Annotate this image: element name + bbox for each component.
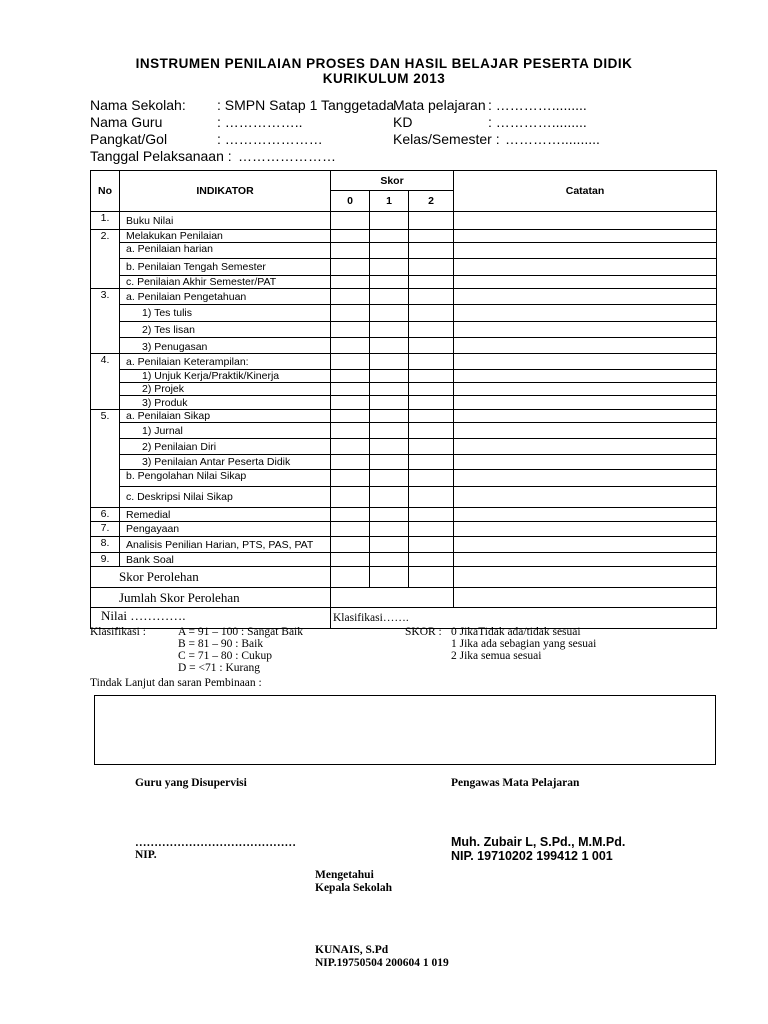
skor-cell[interactable] — [409, 212, 454, 230]
mapel-value: : …………......... — [488, 97, 587, 113]
header-indikator: INDIKATOR — [120, 171, 331, 212]
skor-cell[interactable] — [409, 553, 454, 567]
skor-cell[interactable] — [331, 470, 370, 487]
document-title-line1: INSTRUMEN PENILAIAN PROSES DAN HASIL BELAJAR PESERTA DIDIK — [135, 56, 633, 71]
catatan-cell[interactable] — [454, 508, 717, 522]
skor-cell[interactable] — [370, 230, 409, 243]
skor-cell[interactable] — [370, 522, 409, 537]
skor-cell[interactable] — [331, 553, 370, 567]
skor-cell[interactable] — [331, 487, 370, 508]
catatan-cell[interactable] — [454, 439, 717, 455]
skor-perolehan-label: Skor Perolehan — [91, 567, 331, 588]
skor-cell[interactable] — [331, 354, 370, 370]
row-indikator: 2) Projek — [120, 383, 331, 396]
catatan-cell[interactable] — [454, 423, 717, 439]
skor-cell[interactable] — [409, 508, 454, 522]
kepala-sekolah-nip: NIP.19750504 200604 1 019 — [315, 957, 449, 969]
header-skor-2: 2 — [409, 191, 454, 212]
skor-cell[interactable] — [331, 322, 370, 338]
document-title-line2: KURIKULUM 2013 — [322, 71, 446, 86]
skor-legend-1: 1 Jika ada sebagian yang sesuai — [451, 638, 597, 650]
pengawas-title: Pengawas Mata Pelajaran — [451, 777, 580, 789]
row-no: 6. — [91, 508, 120, 522]
skor-cell[interactable] — [409, 423, 454, 439]
skor-cell[interactable] — [331, 289, 370, 305]
kd-label: KD — [393, 114, 413, 130]
skor-cell[interactable] — [370, 487, 409, 508]
skor-cell[interactable] — [331, 305, 370, 322]
tindak-lanjut-box[interactable] — [94, 695, 716, 765]
skor-cell[interactable] — [331, 396, 370, 410]
skor-cell[interactable] — [331, 439, 370, 455]
skor-cell[interactable] — [409, 338, 454, 354]
row-indikator: 3) Penugasan — [120, 338, 331, 354]
catatan-cell[interactable] — [454, 537, 717, 553]
jumlah-skor-value[interactable] — [331, 588, 454, 608]
row-indikator: 1) Jurnal — [120, 423, 331, 439]
skor-cell[interactable] — [331, 276, 370, 289]
row-indikator: 2) Penilaian Diri — [120, 439, 331, 455]
header-no: No — [91, 171, 120, 212]
skor-cell[interactable] — [409, 487, 454, 508]
kelas-value: ………….......... — [505, 131, 600, 147]
skor-cell[interactable] — [409, 230, 454, 243]
row-indikator: 2) Tes lisan — [120, 322, 331, 338]
header-skor-0: 0 — [331, 191, 370, 212]
skor-cell[interactable] — [370, 305, 409, 322]
skor-cell[interactable] — [370, 410, 409, 423]
row-indikator: Analisis Penilian Harian, PTS, PAS, PAT — [120, 537, 331, 553]
row-indikator: a. Penilaian Keterampilan: — [120, 354, 331, 370]
skor-cell[interactable] — [370, 212, 409, 230]
catatan-cell[interactable] — [454, 588, 717, 608]
skor-cell[interactable] — [409, 322, 454, 338]
skor-cell[interactable] — [409, 243, 454, 259]
row-indikator: 1) Tes tulis — [120, 305, 331, 322]
nilai-label: Nilai …………. — [91, 608, 331, 629]
row-indikator: c. Penilaian Akhir Semester/PAT — [120, 276, 331, 289]
catatan-cell[interactable] — [454, 410, 717, 423]
skor-cell[interactable] — [331, 508, 370, 522]
row-no: 5. — [91, 410, 120, 508]
row-no: 4. — [91, 354, 120, 410]
skor-cell[interactable] — [370, 259, 409, 276]
skor-cell[interactable] — [331, 567, 370, 588]
skor-cell[interactable] — [409, 410, 454, 423]
row-indikator: b. Penilaian Tengah Semester — [120, 259, 331, 276]
klasifikasi-b: B = 81 – 90 : Baik — [178, 638, 264, 650]
skor-cell[interactable] — [331, 230, 370, 243]
kd-value: : …………......... — [488, 114, 587, 130]
row-indikator: Pengayaan — [120, 522, 331, 537]
skor-cell[interactable] — [409, 289, 454, 305]
row-indikator: Remedial — [120, 508, 331, 522]
row-indikator: Buku Nilai — [120, 212, 331, 230]
row-indikator: a. Penilaian harian — [120, 243, 331, 259]
row-indikator: Bank Soal — [120, 553, 331, 567]
skor-cell[interactable] — [409, 522, 454, 537]
catatan-cell[interactable] — [454, 553, 717, 567]
guru-title: Guru yang Disupervisi — [135, 777, 247, 789]
row-indikator: a. Penilaian Sikap — [120, 410, 331, 423]
row-indikator: b. Pengolahan Nilai Sikap — [120, 470, 331, 487]
catatan-cell[interactable] — [454, 487, 717, 508]
pengawas-nip: NIP. 19710202 199412 1 001 — [451, 849, 613, 863]
row-indikator: 1) Unjuk Kerja/Praktik/Kinerja — [120, 370, 331, 383]
skor-legend-label: SKOR : — [405, 626, 442, 638]
kepala-sekolah-label: Kepala Sekolah — [315, 882, 393, 894]
row-indikator: a. Penilaian Pengetahuan — [120, 289, 331, 305]
jumlah-skor-label: Jumlah Skor Perolehan — [91, 588, 331, 608]
skor-cell[interactable] — [370, 508, 409, 522]
skor-cell[interactable] — [331, 212, 370, 230]
catatan-cell[interactable] — [454, 370, 717, 383]
skor-cell[interactable] — [409, 276, 454, 289]
skor-cell[interactable] — [331, 423, 370, 439]
row-no: 8. — [91, 537, 120, 553]
klasifikasi-a: A = 91 – 100 : Sangat Baik — [178, 626, 303, 638]
skor-cell[interactable] — [409, 354, 454, 370]
klasifikasi-c: C = 71 – 80 : Cukup — [178, 650, 273, 662]
skor-cell[interactable] — [370, 276, 409, 289]
klasifikasi-legend-label: Klasifikasi : — [90, 626, 146, 638]
catatan-cell[interactable] — [454, 338, 717, 354]
mapel-label: Mata pelajaran — [393, 97, 486, 113]
skor-cell[interactable] — [331, 259, 370, 276]
row-indikator: Melakukan Penilaian — [120, 230, 331, 243]
skor-cell[interactable] — [331, 537, 370, 553]
row-no: 3. — [91, 289, 120, 354]
skor-cell[interactable] — [370, 322, 409, 338]
pangkat-value: : ………………… — [217, 131, 323, 147]
catatan-cell[interactable] — [454, 243, 717, 259]
header-catatan: Catatan — [454, 171, 717, 212]
skor-cell[interactable] — [409, 439, 454, 455]
skor-cell[interactable] — [409, 305, 454, 322]
row-no: 1. — [91, 212, 120, 230]
catatan-cell[interactable] — [454, 289, 717, 305]
guru-nip: NIP. — [135, 849, 157, 861]
skor-cell[interactable] — [370, 470, 409, 487]
tanggal-label: Tanggal Pelaksanaan : — [90, 148, 232, 164]
header-skor-1: 1 — [370, 191, 409, 212]
kelas-label: Kelas/Semester : — [393, 131, 500, 147]
row-indikator: 3) Produk — [120, 396, 331, 410]
row-no: 9. — [91, 553, 120, 567]
skor-cell[interactable] — [370, 396, 409, 410]
row-indikator: c. Deskripsi Nilai Sikap — [120, 487, 331, 508]
catatan-cell[interactable] — [454, 383, 717, 396]
skor-cell[interactable] — [370, 423, 409, 439]
skor-cell[interactable] — [331, 522, 370, 537]
skor-cell[interactable] — [370, 370, 409, 383]
pangkat-label: Pangkat/Gol — [90, 131, 168, 147]
skor-cell[interactable] — [370, 553, 409, 567]
skor-cell[interactable] — [331, 455, 370, 470]
catatan-cell[interactable] — [454, 305, 717, 322]
mengetahui-label: Mengetahui — [315, 869, 374, 881]
catatan-cell[interactable] — [454, 567, 717, 588]
skor-cell[interactable] — [331, 370, 370, 383]
skor-legend-2: 2 Jika semua sesuai — [451, 650, 542, 662]
skor-cell[interactable] — [409, 455, 454, 470]
kepala-sekolah-name: KUNAIS, S.Pd — [315, 944, 389, 956]
skor-cell[interactable] — [331, 383, 370, 396]
skor-cell[interactable] — [370, 243, 409, 259]
skor-cell[interactable] — [370, 354, 409, 370]
tindak-lanjut-label: Tindak Lanjut dan saran Pembinaan : — [90, 677, 262, 689]
skor-cell[interactable] — [370, 383, 409, 396]
header-skor: Skor — [331, 171, 454, 191]
skor-cell[interactable] — [370, 537, 409, 553]
tanggal-value: ………………… — [238, 148, 336, 164]
skor-cell[interactable] — [409, 470, 454, 487]
penilaian-table — [90, 170, 717, 629]
catatan-cell[interactable] — [454, 470, 717, 487]
klasifikasi-d: D = <71 : Kurang — [178, 662, 260, 674]
catatan-cell[interactable] — [454, 354, 717, 370]
catatan-cell[interactable] — [454, 522, 717, 537]
skor-cell[interactable] — [370, 338, 409, 354]
nama-guru-label: Nama Guru — [90, 114, 163, 130]
catatan-cell[interactable] — [454, 276, 717, 289]
catatan-cell[interactable] — [454, 322, 717, 338]
klasifikasi-label: Klasifikasi……. — [331, 608, 717, 629]
nama-guru-value: : …………….. — [217, 114, 303, 130]
catatan-cell[interactable] — [454, 212, 717, 230]
catatan-cell[interactable] — [454, 259, 717, 276]
row-indikator: 3) Penilaian Antar Peserta Didik — [120, 455, 331, 470]
catatan-cell[interactable] — [454, 230, 717, 243]
skor-cell[interactable] — [370, 455, 409, 470]
catatan-cell[interactable] — [454, 396, 717, 410]
skor-cell[interactable] — [331, 243, 370, 259]
skor-cell[interactable] — [409, 259, 454, 276]
row-no: 7. — [91, 522, 120, 537]
skor-cell[interactable] — [370, 289, 409, 305]
nama-sekolah-value: : SMPN Satap 1 Tanggetada — [217, 97, 395, 113]
skor-cell[interactable] — [409, 567, 454, 588]
catatan-cell[interactable] — [454, 455, 717, 470]
skor-cell[interactable] — [409, 370, 454, 383]
guru-signature-line: …………………………………… — [135, 837, 296, 849]
skor-legend-0: 0 JikaTidak ada/tidak sesuai — [451, 626, 581, 638]
skor-cell[interactable] — [331, 338, 370, 354]
skor-cell[interactable] — [370, 439, 409, 455]
skor-cell[interactable] — [409, 537, 454, 553]
pengawas-name: Muh. Zubair L, S.Pd., M.M.Pd. — [451, 835, 626, 849]
skor-cell[interactable] — [370, 567, 409, 588]
skor-cell[interactable] — [331, 410, 370, 423]
skor-cell[interactable] — [409, 383, 454, 396]
row-no: 2. — [91, 230, 120, 289]
nama-sekolah-label: Nama Sekolah: — [90, 97, 186, 113]
skor-cell[interactable] — [409, 396, 454, 410]
